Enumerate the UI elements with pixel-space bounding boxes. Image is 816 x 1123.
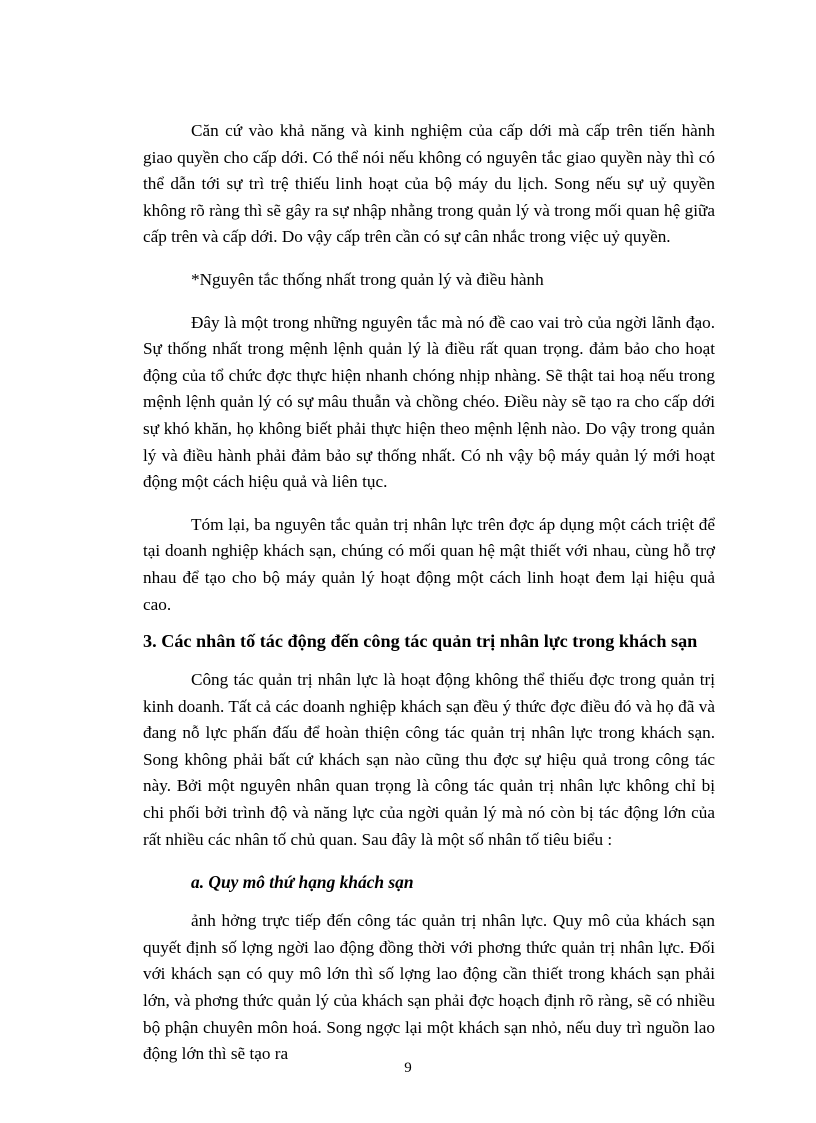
page-body [143, 118, 715, 1068]
subheading-a: a. Quy mô thứ hạng khách sạn [191, 872, 414, 893]
page-number: 9 [404, 1060, 412, 1076]
paragraph-principle-unity: *Nguyên tắc thống nhất trong quản lý và điều hành [191, 269, 544, 289]
paragraph-factors-intro: Công tác quản trị nhân lực là hoạt động không thể thiếu đợc trong quản trị kinh doanh. Tất cả các doanh nghiệp khách sạn đều ý thức đợc điều đó và họ đã và đang nỗ lực phấn đấu để hoàn thiện công tác quản trị nhân lực trong khách sạn. Song không phải bất cứ khách sạn nào cũng thu đợc sự hiệu quả trong công tác này. Bởi một nguyên nhân quan trọng là công tác quản trị nhân lực không chỉ bị chi phối bởi trình độ và năng lực của ngời quản lý mà nó còn bị tác động lớn của rất nhiều các nhân tố chủ quan. Sau đây là một số nhân tố tiêu biểu : [143, 670, 715, 849]
section-heading-3: 3. Các nhân tố tác động đến công tác quản trị nhân lực trong khách sạn [143, 631, 698, 652]
paragraph-delegation: Căn cứ vào khả năng và kinh nghiệm của cấp dới mà cấp trên tiến hành giao quyền cho cấp dới. Có thể nói nếu không có nguyên tắc giao quyền này thì có thể dẫn tới sự trì trệ thiếu linh hoạt của bộ máy du lịch. Song nếu sự uỷ quyền không rõ ràng thì sẽ gây ra sự nhập nhằng trong quản lý và trong mối quan hệ giữa cấp trên và cấp dới. Do vậy cấp trên cần có sự cân nhắc trong việc uỷ quyền. [143, 121, 715, 247]
paragraph-summary: Tóm lại, ba nguyên tắc quản trị nhân lực trên đợc áp dụng một cách triệt để tại doanh nghiệp khách sạn, chúng có mối quan hệ mật thiết với nhau, cùng hỗ trợ nhau để tạo cho bộ máy quản lý hoạt động một cách linh hoạt đem lại hiệu quả cao. [143, 514, 715, 614]
paragraph-hotel-scale: ảnh hởng trực tiếp đến công tác quản trị nhân lực. Quy mô của khách sạn quyết định số lợng ngời lao động đồng thời với phơng thức quản trị nhân lực. Đối với khách sạn có quy mô lớn thì số lợng lao động cần thiết trong khách sạn phải lớn, và phơng thức quản lý của khách sạn phải đợc hoạch định rõ ràng, sẽ có nhiều bộ phận chuyên môn hoá. Song ngợc lại một khách sạn nhỏ, nếu duy trì nguồn lao động lớn thì sẽ tạo ra [143, 911, 715, 1064]
paragraph-unity-detail: Đây là một trong những nguyên tắc mà nó đề cao vai trò của ngời lãnh đạo. Sự thống nhất trong mệnh lệnh quản lý là điều rất quan trọng. đảm bảo cho hoạt động của tổ chức đợc thực hiện nhanh chóng nhịp nhàng. Sẽ thật tai hoạ nếu trong mệnh lệnh quản lý có sự mâu thuẫn và chồng chéo. Điều này sẽ tạo ra cho cấp dới sự khó khăn, họ không biết phải thực hiện theo mệnh lệnh nào. Do vậy trong quản lý và điều hành phải đảm bảo sự thống nhất. Có nh vậy bộ máy quản lý mới hoạt động một cách hiệu quả và liên tục. [143, 312, 715, 492]
